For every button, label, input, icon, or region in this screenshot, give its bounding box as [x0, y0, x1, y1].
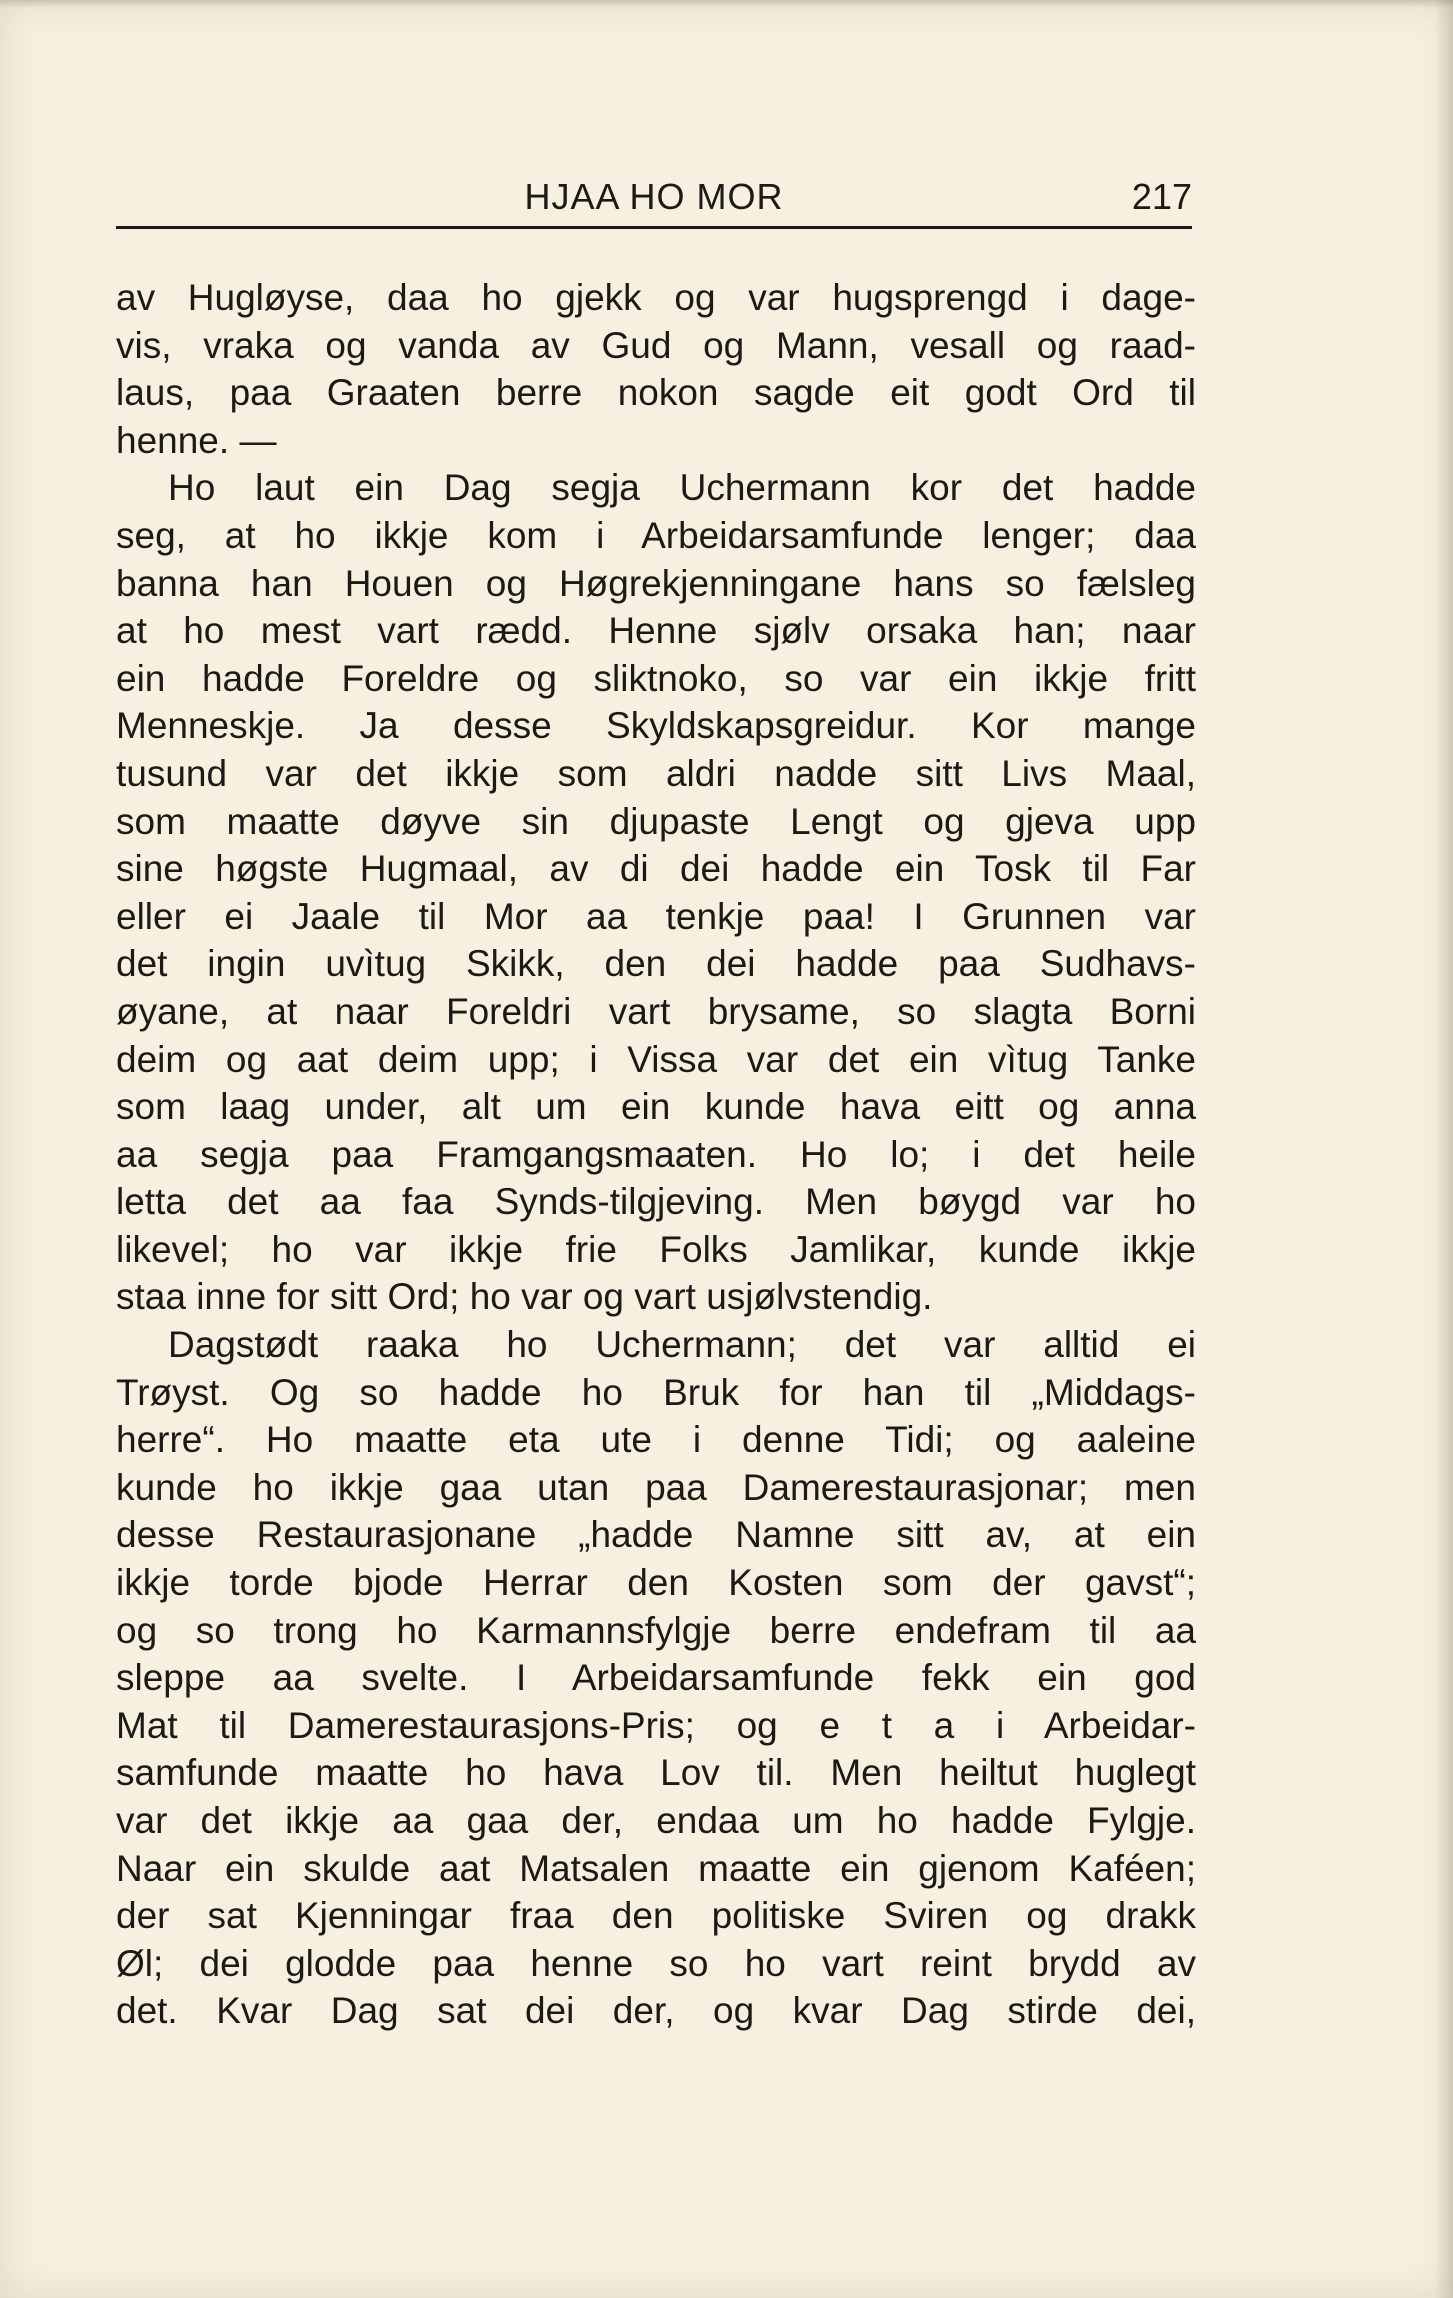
- text-line: Øl; dei glodde paa henne so ho vart reint brydd av: [116, 1942, 1196, 1984]
- text-line: som maatte døyve sin djupaste Lengt og gjeva upp: [116, 800, 1196, 842]
- page-number: 217: [1131, 176, 1192, 217]
- text-line: Ho laut ein Dag segja Uchermann kor det hadde: [168, 467, 1196, 509]
- text-line: henne. —: [116, 419, 277, 461]
- text-line: tusund var det ikkje som aldri nadde sitt Livs Maal,: [116, 752, 1196, 794]
- text-line: Menneskje. Ja desse Skyldskapsgreidur. Kor mange: [116, 705, 1196, 747]
- text-line: eller ei Jaale til Mor aa tenkje paa! I Grunnen var: [116, 895, 1196, 937]
- page-edge-shadow-right: [1435, 0, 1453, 2298]
- text-line: Trøyst. Og so hadde ho Bruk for han til „Middags-: [116, 1371, 1196, 1413]
- text-line: var det ikkje aa gaa der, endaa um ho hadde Fylgje.: [116, 1800, 1196, 1841]
- text-line: likevel; ho var ikkje frie Folks Jamlikar, kunde ikkje: [116, 1228, 1196, 1270]
- text-line: banna han Houen og Høgrekjenningane hans so fælsleg: [116, 562, 1196, 604]
- text-line: desse Restaurasjonane „hadde Namne sitt av, at ein: [116, 1514, 1196, 1556]
- text-line: Dagstødt raaka ho Uchermann; det var alltid ei: [168, 1324, 1196, 1366]
- text-line: laus, paa Graaten berre nokon sagde eit godt Ord til: [116, 372, 1196, 414]
- text-line: det ingin uvìtug Skikk, den dei hadde paa Sudhavs-: [116, 943, 1196, 985]
- running-head: [116, 172, 1192, 224]
- text-line: som laag under, alt um ein kunde hava eitt og anna: [116, 1086, 1196, 1128]
- text-line: samfunde maatte ho hava Lov til. Men heiltut huglegt: [116, 1752, 1196, 1794]
- text-line: aa segja paa Framgangsmaaten. Ho lo; i det heile: [116, 1133, 1196, 1175]
- text-line: Mat til Damerestaurasjons-Pris; og e t a i Arbeidar-: [116, 1704, 1196, 1746]
- text-line: det. Kvar Dag sat dei der, og kvar Dag stirde dei,: [116, 1990, 1196, 2032]
- text-line: øyane, at naar Foreldri vart brysame, so slagta Borni: [116, 990, 1196, 1032]
- text-line: deim og aat deim upp; i Vissa var det ein vìtug Tanke: [116, 1038, 1196, 1080]
- text-line: herre“. Ho maatte eta ute i denne Tidi; og aaleine: [116, 1419, 1196, 1461]
- text-line: der sat Kjenningar fraa den politiske Sviren og drakk: [116, 1895, 1196, 1937]
- text-line: at ho mest vart rædd. Henne sjølv orsaka han; naar: [116, 610, 1196, 652]
- text-line: Naar ein skulde aat Matsalen maatte ein gjenom Kaféen;: [116, 1847, 1196, 1889]
- text-line: ein hadde Foreldre og sliktnoko, so var ein ikkje fritt: [116, 657, 1196, 699]
- page-edge-shadow-top: [0, 0, 1453, 8]
- running-title: HJAA HO MOR: [524, 176, 784, 217]
- text-line: vis, vraka og vanda av Gud og Mann, vesall og raad-: [116, 324, 1196, 366]
- header-rule: [116, 226, 1192, 229]
- text-line: kunde ho ikkje gaa utan paa Damerestaurasjonar; men: [116, 1466, 1196, 1508]
- text-line: og so trong ho Karmannsfylgje berre endefram til aa: [116, 1609, 1196, 1651]
- text-line: sleppe aa svelte. I Arbeidarsamfunde fekk ein god: [116, 1657, 1196, 1699]
- text-line: sine høgste Hugmaal, av di dei hadde ein Tosk til Far: [116, 848, 1196, 890]
- text-line: staa inne for sitt Ord; ho var og vart usjølvstendig.: [116, 1276, 933, 1318]
- text-line: seg, at ho ikkje kom i Arbeidarsamfunde lenger; daa: [116, 514, 1196, 556]
- text-line: av Hugløyse, daa ho gjekk og var hugsprengd i dage-: [116, 277, 1196, 318]
- text-line: ikkje torde bjode Herrar den Kosten som der gavst“;: [116, 1562, 1196, 1604]
- text-line: letta det aa faa Synds-tilgjeving. Men bøygd var ho: [116, 1181, 1196, 1223]
- body-text: [116, 274, 1196, 2035]
